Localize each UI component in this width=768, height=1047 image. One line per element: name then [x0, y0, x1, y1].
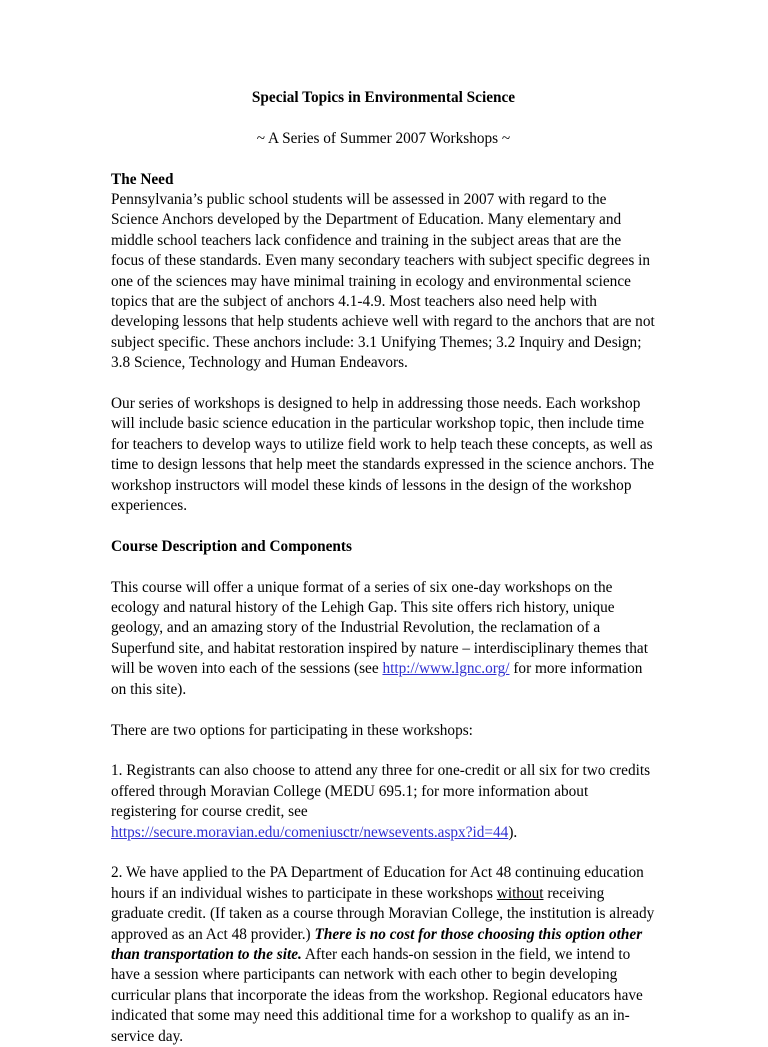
option-1-text-after-link: ).: [508, 823, 518, 841]
moravian-registration-link[interactable]: https://secure.moravian.edu/comeniusctr/newsevents.aspx?id=44: [111, 823, 509, 841]
lgnc-website-link[interactable]: http://www.lgnc.org/: [382, 660, 510, 678]
option-2-text-part-2: receiving graduate credit. (If taken as a course through Moravian College, the institution is already approved as an Act 48 provider.): [111, 884, 655, 943]
spacer-course-1: [111, 700, 656, 720]
spacer-need-2: [111, 516, 656, 536]
option-2-text-part-3: After each hands-on session in the field, we intend to have a session where participants can network with each other to begin developing curricular plans that incorporate the ideas from the workshop. Regional educators have indicated that some may need this additional time for a workshop to qualify as an in-service day.: [111, 945, 643, 1045]
spacer-need-1: [111, 374, 656, 394]
paragraph-course-1-text-before-link: This course will offer a unique format of a series of six one-day workshops on the ecology and natural history of the Lehigh Gap. This site offers rich history, unique geology, and an amazing story of the Industrial Revolution, the reclamation of a Superfund site, and habitat restoration inspired by nature – interdisciplinary themes that will be woven into each of the sessions (see: [111, 578, 648, 678]
section-heading-the-need: The Need: [111, 170, 174, 188]
section-heading-course-description: Course Description and Components: [111, 537, 352, 555]
document-body: [111, 88, 656, 1047]
paragraph-option-1: [111, 761, 656, 843]
paragraph-need-1: Pennsylvania’s public school students will be assessed in 2007 with regard to the Science Anchors developed by the Department of Education. Many elementary and middle school teachers lack confidence and training in the subject areas that are the focus of these standards. Even many secondary teachers with subject specific degrees in one of the sciences may have minimal training in ecology and environmental science topics that are the subject of anchors 4.1-4.9. Most teachers also need help with developing lessons that help students achieve well with regard to the anchors that are not subject specific. These anchors include: 3.1 Unifying Themes; 3.2 Inquiry and Design; 3.8 Science, Technology and Human Endeavors.: [111, 191, 655, 372]
option-2-text-part-1: 2. We have applied to the PA Department of Education for Act 48 continuing education hours if an individual wishes to participate in these workshops: [111, 864, 644, 902]
spacer-option-1: [111, 843, 656, 863]
document-title: Special Topics in Environmental Science: [251, 89, 516, 106]
spacer-options-intro: [111, 741, 656, 761]
spacer-after-subtitle: [111, 149, 656, 169]
paragraph-options-intro: There are two options for participating in these workshops:: [111, 721, 473, 739]
document-subtitle: ~ A Series of Summer 2007 Workshops ~: [256, 129, 511, 147]
option-1-text-before-link: 1. Registrants can also choose to attend any three for one-credit or all six for two credits offered through Moravian College (MEDU 695.1; for more information about registering for course credit, see: [111, 762, 651, 821]
option-2-no-cost-statement: There is no cost for those choosing this option other than transportation to the site.: [111, 925, 643, 963]
paragraph-option-2: [111, 863, 656, 1047]
option-2-emphasis-without: without: [496, 884, 544, 902]
paragraph-course-1-text-after-link: for more information on this site).: [111, 660, 643, 698]
paragraph-course-1: [111, 578, 656, 700]
paragraph-need-2: Our series of workshops is designed to help in addressing those needs. Each workshop will include basic science education in the particular workshop topic, then include time for teachers to develop ways to utilize field work to help teach these concepts, as well as time to design lessons that help meet the standards expressed in the science anchors. The workshop instructors will model these kinds of lessons in the design of the workshop experiences.: [111, 395, 655, 515]
spacer-course-heading: [111, 557, 656, 577]
